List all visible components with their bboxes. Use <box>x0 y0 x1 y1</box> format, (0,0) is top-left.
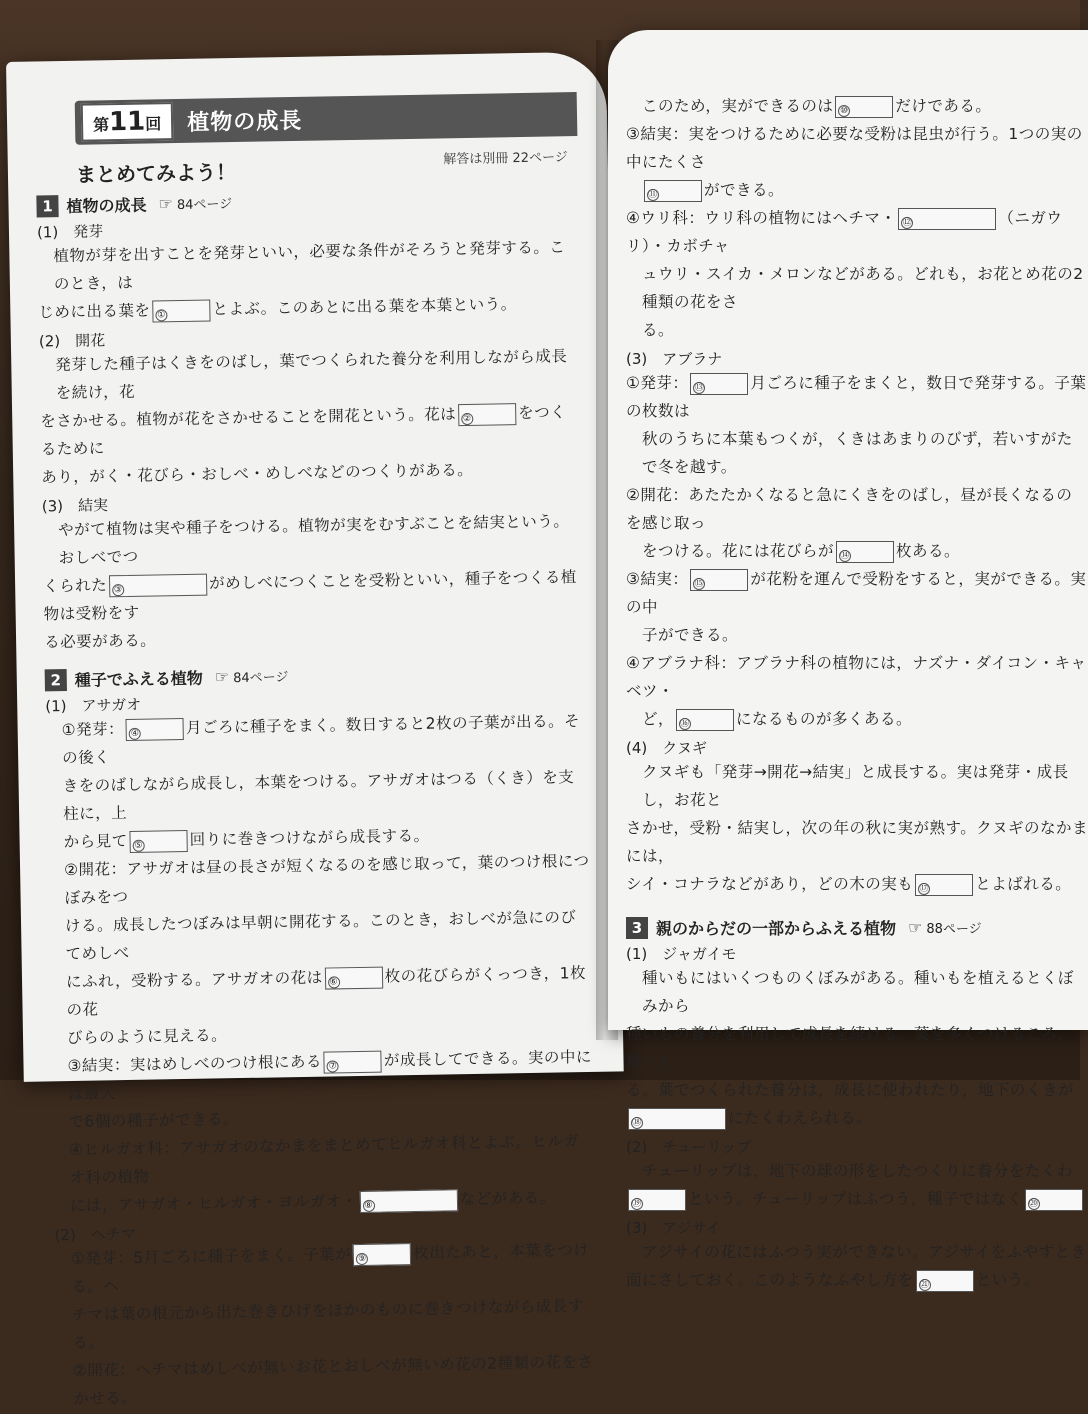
answer-blank[interactable] <box>353 1243 411 1266</box>
text-span: 枚出たあと，本葉をつける。ヘ <box>71 1241 590 1297</box>
paragraph <box>626 1185 1088 1213</box>
text-span: （ニガウリ）・カボチャ <box>626 209 1063 255</box>
answer-blank[interactable] <box>835 96 893 118</box>
paragraph: る。 <box>642 321 675 339</box>
subheading: (3) アジサイ <box>626 1219 721 1237</box>
page-reference-label: 84ページ <box>233 670 289 687</box>
text-span: が花粉を運んで受粉をすると，実ができる。実の中 <box>626 570 1087 616</box>
chapter-suffix: 回 <box>145 114 162 134</box>
chapter-prefix: 第 <box>92 115 110 135</box>
blank-number: ⑥ <box>329 976 339 987</box>
paragraph: ける。成長したつぼみは早朝に開花する。このとき，おしべが急にのびてめしべ <box>64 908 577 964</box>
text-span: という。チューリップはふつう，種子ではなく <box>688 1190 1023 1208</box>
answer-reference: 解答は別冊 22ページ <box>443 150 568 168</box>
text-span: このため，実ができるのは <box>642 97 834 115</box>
text-span: がめしべにつくことを受粉といい，種子をつくる植物は受粉をす <box>43 568 577 624</box>
blank-number: ④ <box>130 728 140 739</box>
paragraph: アジサイの花にはふつう実ができない。アジサイをふやすとき <box>642 1243 1087 1261</box>
text-span: にふれ，受粉する。アサガオの花は <box>65 968 323 992</box>
blank-number: ⑨ <box>358 1253 367 1264</box>
page-reference <box>158 193 232 213</box>
answer-blank[interactable] <box>152 299 210 322</box>
blank-number: ③ <box>113 584 123 595</box>
text-span: から見て <box>63 831 128 852</box>
paragraph <box>626 1266 1088 1294</box>
section-number: 2 <box>45 669 67 691</box>
paragraph <box>50 959 593 1024</box>
text-span: 面にさしておく。このようなふやし方を <box>626 1271 914 1289</box>
blank-number: ⑬ <box>694 382 705 393</box>
blank-number: ⑪ <box>648 189 658 200</box>
blank-number: ① <box>157 309 166 320</box>
paragraph: 子ができる。 <box>642 626 739 644</box>
left-page <box>6 52 624 1409</box>
text-span: シイ・コナラなどがあり，どの木の実も <box>626 875 914 893</box>
paragraph: あり，がく・花びら・おしべ・めしべなどのつくりがある。 <box>41 460 474 487</box>
answer-blank[interactable] <box>324 1050 382 1073</box>
section-title: 種子でふえる植物 <box>74 668 203 690</box>
blank-number: ⑩ <box>840 105 849 116</box>
paragraph: クヌギも「発芽→開花→結実」と成長する。実は発芽・成長し，お花と <box>642 763 1069 809</box>
page-reference-label: 84ページ <box>176 197 233 214</box>
paragraph <box>626 870 1088 898</box>
text-span: ③結実： <box>626 570 689 588</box>
answer-blank[interactable] <box>126 717 184 740</box>
text-span: 月ごろに種子をまくと，数日で発芽する。子葉の枚数は <box>626 374 1087 420</box>
answer-blank[interactable] <box>458 403 516 426</box>
page-reference-label: 88ページ <box>926 922 982 937</box>
text-span: とよぶ。このあとに出る葉を本葉という。 <box>212 295 517 319</box>
paragraph: 種いもにはいくつものくぼみがある。種いもを植えるとくぼみから <box>642 969 1075 1015</box>
section-number: 1 <box>36 195 58 217</box>
answer-blank[interactable] <box>628 1108 726 1130</box>
section-title: 植物の成長 <box>66 195 147 216</box>
text-span: などがある。 <box>459 1188 556 1209</box>
answer-blank[interactable] <box>898 208 996 230</box>
answer-blank[interactable] <box>916 1270 974 1292</box>
answer-blank[interactable] <box>359 1189 457 1213</box>
blank-number: ⑮ <box>694 578 705 589</box>
paragraph: ②開花：ヘチマはめしべが無いお花とおしべが無いめ花の2種類の花をさかせる。 <box>72 1352 594 1409</box>
subheading: (3) アブラナ <box>626 350 723 368</box>
pointing-hand-icon: ☞ <box>214 667 230 687</box>
paragraph: きをのばしながら成長し，本葉をつける。アサガオはつる（くき）を支柱に，上 <box>62 768 575 824</box>
paragraph: ③結実：実をつけるために必要な受粉は昆虫が行う。1つの実の中にたくさ <box>626 125 1083 171</box>
paragraph: る必要がある。 <box>43 631 157 652</box>
paragraph <box>626 204 1088 260</box>
chapter-number: 11 <box>108 106 146 138</box>
paragraph <box>626 537 1088 565</box>
blank-number: ㉑ <box>919 1279 930 1290</box>
subheading: (4) クヌギ <box>626 739 707 757</box>
blank-number: ⑫ <box>902 217 913 228</box>
blank-number: ⑧ <box>364 1200 374 1211</box>
subheading: (1) アサガオ <box>45 695 142 716</box>
subheading: (2) 開花 <box>38 331 106 351</box>
text-span: じめに出る葉を <box>38 301 151 322</box>
pointing-hand-icon: ☞ <box>908 918 923 937</box>
section-title: 親のからだの一部からふえる植物 <box>656 919 897 938</box>
right-page <box>608 30 1088 1290</box>
section-number: 3 <box>626 917 648 939</box>
text-span: 回りに巻きつけながら成長する。 <box>189 826 430 849</box>
blank-number: ② <box>462 413 472 424</box>
paragraph <box>626 705 1088 733</box>
paragraph: ②開花：アサガオは昼の長さが短くなるのを感じ取って，葉のつけ根につぼみをつ <box>63 851 590 908</box>
paragraph: 植物が芽を出すことを発芽といい，必要な条件がそろうと発芽する。このとき，は <box>53 238 566 294</box>
blank-number: ⑰ <box>919 883 929 894</box>
text-span: だけである。 <box>895 97 992 115</box>
subheading: (2) ヘチマ <box>54 1224 136 1245</box>
paragraph: びらのように見える。 <box>66 1026 228 1048</box>
answer-blank[interactable] <box>690 569 748 591</box>
text-span: ③結実：実はめしべのつけ根にある <box>67 1052 323 1076</box>
blank-number: ⑦ <box>328 1060 338 1072</box>
paragraph <box>43 563 586 628</box>
paragraph: 種いもの養分を利用して成長を続ける。葉を多くつけるころ，種いも <box>626 1025 1075 1071</box>
blank-number: ⑱ <box>632 1117 642 1128</box>
paragraph: で6個の種子ができる。 <box>68 1110 240 1132</box>
subheading: (1) 発芽 <box>36 222 104 242</box>
text-span: くられた <box>43 576 108 596</box>
paragraph: ④アブラナ科：アブラナ科の植物には，ナズナ・ダイコン・キャベツ・ <box>626 654 1087 700</box>
paragraph <box>626 176 1088 204</box>
answer-blank[interactable] <box>676 709 734 731</box>
text-span: 枚の花びらがくっつき，1枚の花 <box>66 964 587 1020</box>
answer-blank[interactable] <box>644 180 702 202</box>
text-span: にたくわえられる。 <box>728 1109 873 1127</box>
paragraph: 発芽した種子はくきをのばし，葉でつくられた養分を利用しながら成長を続け，花 <box>55 347 568 403</box>
text-span: 月ごろに種子をまく。数日すると2枚の子葉が出る。その後く <box>62 712 581 768</box>
text-span: をつくるために <box>40 403 567 459</box>
chapter-header <box>75 92 578 145</box>
text-span: という。 <box>975 1271 1040 1289</box>
paragraph <box>626 1104 1088 1132</box>
answer-blank[interactable] <box>129 829 187 852</box>
paragraph <box>626 369 1088 425</box>
text-span: になるものが多くある。 <box>736 710 913 728</box>
paragraph: チューリップは，地下の球の形をしたつくりに養分をたくわ <box>642 1162 1073 1180</box>
subheading: (3) 結実 <box>41 496 109 516</box>
paragraph: る。葉でつくられた養分は，成長に使われたり，地下のくきが <box>626 1081 1075 1099</box>
answer-blank[interactable] <box>109 573 207 597</box>
text-span: をつける。花には花びらが <box>642 542 835 560</box>
paragraph: ②開花：あたたかくなると急にくきをのばし，昼が長くなるのを感じ取っ <box>626 486 1073 532</box>
text-span: 枚ある。 <box>896 542 961 560</box>
answer-blank[interactable] <box>836 541 894 563</box>
text-span: には，アサガオ・ヒルガオ・ヨルガオ・ <box>69 1192 358 1216</box>
paragraph: チマは葉の根元から出た巻きひげをほかのものに巻きつけながら成長する。 <box>71 1297 584 1353</box>
pointing-hand-icon: ☞ <box>158 194 174 214</box>
section-3-header <box>626 916 1088 939</box>
text-span: ①発芽： <box>61 720 125 740</box>
chapter-title: 植物の成長 <box>187 108 303 136</box>
paragraph: ュウリ・スイカ・メロンなどがある。どれも，お花とめ花の2種類の花をさ <box>642 265 1084 311</box>
answer-blank[interactable] <box>690 373 748 395</box>
chapter-number-badge <box>81 102 174 142</box>
summary-title: まとめてみよう！ <box>75 160 237 187</box>
paragraph <box>626 92 1088 120</box>
text-span: ④ウリ科：ウリ科の植物にはヘチマ・ <box>626 209 897 227</box>
answer-blank[interactable] <box>915 874 973 896</box>
text-span: をさかせる。植物が花をさかせることを開花という。花は <box>40 405 457 431</box>
text-span: が成長してできる。実の中には最大 <box>67 1047 593 1104</box>
paragraph <box>51 1043 594 1108</box>
paragraph <box>45 707 588 772</box>
paragraph: ④ヒルガオ科：アサガオのなかまをまとめてヒルガオ科とよぶ。ヒルガオ科の植物 <box>68 1132 580 1188</box>
page-reference <box>215 666 289 686</box>
answer-blank[interactable] <box>324 966 382 989</box>
paragraph <box>55 1236 598 1301</box>
text-span: ①発芽： <box>626 374 689 392</box>
paragraph: やがて植物は実や種子をつける。植物が実をむすぶことを結実という。おしべでつ <box>58 512 570 568</box>
page-reference <box>908 918 982 937</box>
text-span: ができる。 <box>704 181 785 199</box>
subheading: (2) チューリップ <box>626 1138 752 1156</box>
paragraph <box>626 565 1088 621</box>
blank-number: ⑲ <box>632 1198 642 1209</box>
paragraph <box>40 398 583 463</box>
blank-number: ⑭ <box>840 550 850 561</box>
paragraph: 秋のうちに本葉もつくが，くきはあまりのびず，若いすがたで冬を越す。 <box>642 430 1073 476</box>
blank-number: ⑤ <box>134 840 144 851</box>
blank-number: ⑯ <box>680 718 690 729</box>
text-span: ①発芽：5月ごろに種子をまく。子葉が <box>70 1245 352 1269</box>
text-span: ど， <box>642 710 675 728</box>
paragraph: さかせ，受粉・結実し，次の年の秋に実が熟す。クヌギのなかまには， <box>626 819 1088 865</box>
text-span: とよばれる。 <box>975 875 1072 893</box>
subheading: (1) ジャガイモ <box>626 945 737 963</box>
answer-blank[interactable] <box>628 1189 686 1211</box>
answer-blank[interactable] <box>1025 1189 1083 1211</box>
blank-number: ⑳ <box>1029 1198 1039 1209</box>
